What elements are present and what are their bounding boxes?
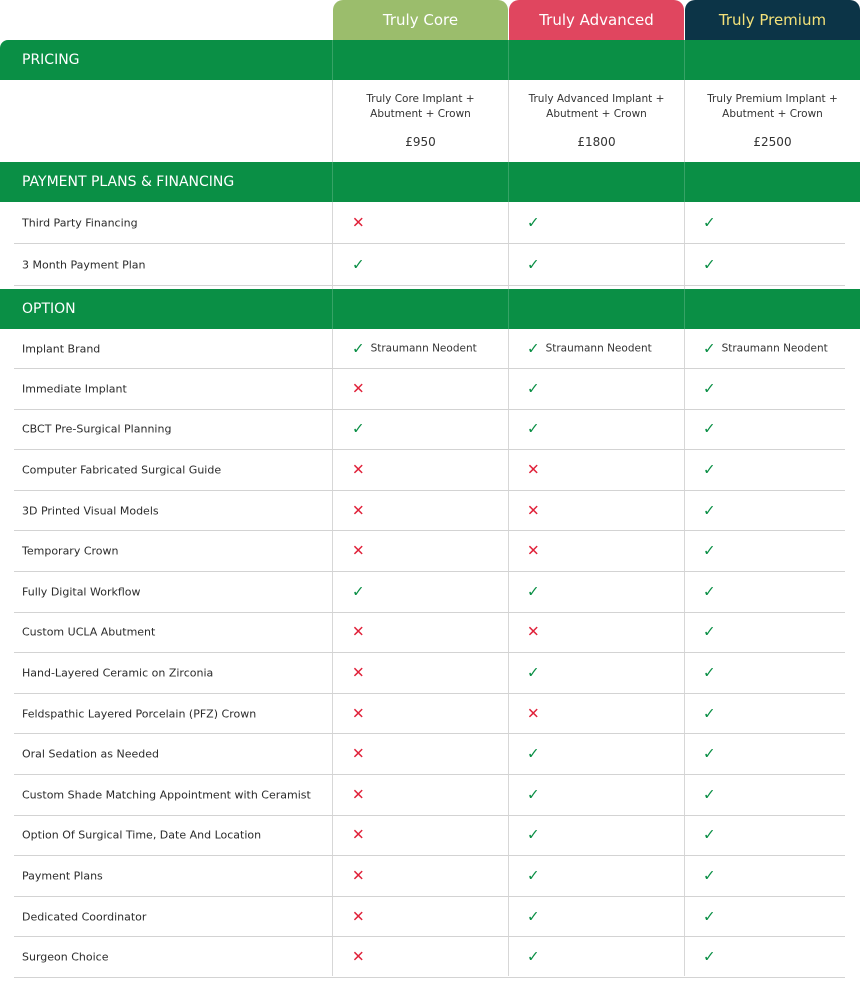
value-cell [703,503,716,518]
row-label: Custom UCLA Abutment [22,625,156,639]
cross-icon: ✕ [352,663,365,682]
row-label: Surgeon Choice [22,950,109,964]
row-label: Immediate Implant [22,382,127,396]
section-header-pricing [0,40,860,80]
check-icon: ✓ [352,582,365,601]
value-cell [527,665,540,680]
value-cell [527,744,540,763]
value-cell [527,947,540,966]
cross-icon: ✕ [352,704,365,723]
check-icon: ✓ [703,541,716,560]
value-cell [352,419,365,438]
row-label: Oral Sedation as Needed [22,747,159,761]
brand-cell [527,341,652,356]
check-icon: ✓ [527,825,540,844]
value-cell [527,462,540,477]
row-label: Payment Plans [22,869,103,883]
cross-icon: ✕ [352,825,365,844]
check-icon: ✓ [527,947,540,966]
value-cell [703,665,716,680]
check-icon: ✓ [527,419,540,438]
value-cell [352,584,365,599]
cross-icon: ✕ [352,907,365,926]
table-row-oral-sedation-as-needed [14,734,845,775]
value-cell [352,909,365,924]
table-row-surgeon-choice [14,937,845,978]
check-icon: ✓ [703,825,716,844]
table-row-feldspathic-layered-porcelain-pfz-crown [14,694,845,735]
table-row-immediate-implant [14,369,845,410]
value-cell [527,381,540,396]
price-value: £2500 [753,135,792,149]
value-cell [352,541,365,560]
cross-icon: ✕ [352,947,365,966]
value-cell [352,503,365,518]
section-title: OPTION [22,301,76,317]
brand-cell [703,341,828,356]
check-icon: ✓ [703,663,716,682]
check-icon: ✓ [703,255,716,273]
value-cell [527,215,540,230]
table-row-option-of-surgical-time-date-and-location [14,816,845,857]
value-cell [352,622,365,641]
cross-icon: ✕ [527,501,540,520]
value-cell [527,868,540,883]
price-value: £950 [405,135,436,149]
value-cell [527,503,540,518]
check-icon: ✓ [703,947,716,966]
section-header-option [0,289,860,329]
check-icon: ✓ [703,213,716,231]
value-cell [703,257,716,272]
value-cell [352,706,365,721]
value-cell [703,706,716,721]
check-icon: ✓ [527,339,540,357]
table-row-3-month-payment-plan [14,244,845,286]
price-value: £1800 [577,135,616,149]
check-icon: ✓ [703,460,716,479]
value-cell [352,215,365,230]
row-label: Hand-Layered Ceramic on Zirconia [22,666,214,680]
brand-text: Straumann Neodent [721,342,828,355]
check-icon: ✓ [527,866,540,885]
row-label: Implant Brand [22,342,101,355]
value-cell [527,706,540,721]
table-row-implant-brand [14,329,845,369]
price-cell-advanced [509,92,684,149]
check-icon: ✓ [703,419,716,438]
brand-cell [352,341,477,356]
plan-tabs [0,0,860,40]
brand-text: Straumann Neodent [545,342,652,355]
value-cell [352,868,365,883]
cross-icon: ✕ [527,704,540,723]
cross-icon: ✕ [527,541,540,560]
brand-text: Straumann Neodent [370,342,477,355]
check-icon: ✓ [352,255,365,273]
check-icon: ✓ [703,744,716,763]
table-row-hand-layered-ceramic-on-zirconia [14,653,845,694]
price-cell-core [333,92,508,149]
cross-icon: ✕ [352,501,365,520]
table-row-cbct-pre-surgical-planning [14,410,845,451]
section-title: PAYMENT PLANS & FINANCING [22,174,235,190]
table-row-dedicated-coordinator [14,897,845,938]
plan-tab-advanced[interactable]: Truly Advanced [509,0,684,40]
value-cell [703,744,716,763]
section-title: PRICING [22,52,80,68]
value-cell [352,787,365,802]
check-icon: ✓ [527,379,540,398]
value-cell [352,381,365,396]
row-label: Computer Fabricated Surgical Guide [22,463,222,477]
value-cell [527,541,540,560]
row-label: 3 Month Payment Plan [22,258,146,271]
check-icon: ✓ [703,622,716,641]
table-row-third-party-financing [14,202,845,244]
value-cell [703,825,716,844]
value-cell [352,462,365,477]
cross-icon: ✕ [352,622,365,641]
table-row-temporary-crown [14,531,845,572]
check-icon: ✓ [527,907,540,926]
plan-tab-core[interactable]: Truly Core [333,0,508,40]
section-header-payment [0,162,860,202]
row-label: Option Of Surgical Time, Date And Location [22,828,262,842]
row-label: Dedicated Coordinator [22,910,147,924]
cross-icon: ✕ [352,866,365,885]
check-icon: ✓ [527,785,540,804]
cross-icon: ✕ [352,213,365,231]
row-label: Third Party Financing [22,216,138,229]
check-icon: ✓ [703,582,716,601]
value-cell [527,622,540,641]
value-cell [703,215,716,230]
row-label: Fully Digital Workflow [22,585,141,599]
value-cell [527,909,540,924]
check-icon: ✓ [527,663,540,682]
value-cell [527,825,540,844]
cross-icon: ✕ [352,744,365,763]
row-label: CBCT Pre-Surgical Planning [22,422,172,436]
value-cell [352,665,365,680]
check-icon: ✓ [703,501,716,520]
value-cell [352,825,365,844]
value-cell [527,787,540,802]
check-icon: ✓ [527,582,540,601]
cross-icon: ✕ [527,622,540,641]
check-icon: ✓ [703,339,716,357]
check-icon: ✓ [703,866,716,885]
value-cell [352,744,365,763]
value-cell [703,381,716,396]
value-cell [527,257,540,272]
check-icon: ✓ [703,379,716,398]
cross-icon: ✕ [352,379,365,398]
row-label: Custom Shade Matching Appointment with Ceramist [22,788,311,802]
value-cell [703,419,716,438]
table-row-3d-printed-visual-models [14,491,845,532]
price-desc: Truly Core Implant + Abutment + Crown [366,93,475,120]
row-label: 3D Printed Visual Models [22,504,159,518]
table-row-payment-plans [14,856,845,897]
value-cell [527,419,540,438]
row-label: Feldspathic Layered Porcelain (PFZ) Crown [22,707,257,721]
check-icon: ✓ [703,785,716,804]
check-icon: ✓ [352,339,365,357]
plan-tab-premium[interactable]: Truly Premium [685,0,860,40]
check-icon: ✓ [527,255,540,273]
value-cell [703,909,716,924]
check-icon: ✓ [352,419,365,438]
value-cell [352,947,365,966]
cross-icon: ✕ [527,460,540,479]
cross-icon: ✕ [352,785,365,804]
price-desc: Truly Advanced Implant + Abutment + Crown [528,93,665,120]
check-icon: ✓ [527,213,540,231]
value-cell [703,787,716,802]
table-row-fully-digital-workflow [14,572,845,613]
table-row-custom-ucla-abutment [14,613,845,654]
cross-icon: ✕ [352,541,365,560]
value-cell [703,868,716,883]
price-desc: Truly Premium Implant + Abutment + Crown [707,93,838,120]
check-icon: ✓ [703,907,716,926]
value-cell [352,257,365,272]
value-cell [527,584,540,599]
table-row-computer-fabricated-surgical-guide [14,450,845,491]
value-cell [703,584,716,599]
value-cell [703,541,716,560]
row-label: Temporary Crown [22,544,119,558]
check-icon: ✓ [527,744,540,763]
value-cell [703,947,716,966]
table-row-custom-shade-matching-appointment-with-ceramist [14,775,845,816]
price-cell-premium [685,92,860,149]
value-cell [703,622,716,641]
check-icon: ✓ [703,704,716,723]
value-cell [703,462,716,477]
cross-icon: ✕ [352,460,365,479]
